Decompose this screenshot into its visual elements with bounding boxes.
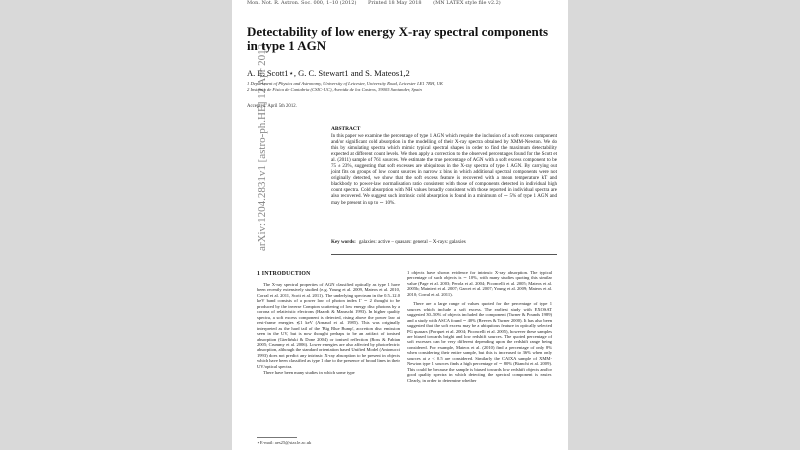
footnote-email: ⋆E-mail: aes25@star.le.ac.uk [257, 440, 312, 445]
intro-paragraph-2: There have been many studies in which some type [263, 370, 355, 376]
running-header [247, 0, 557, 6]
left-column [257, 282, 400, 377]
abstract-divider [331, 254, 557, 255]
intro-paragraph-3: 1 objects have shown evidence for intrinsic X-ray absorption. The typical percentage of such objects is ∼ 10%, with many studies quoting this similar value (Page et al. 2003; Perola et al. 2004; Piconcelli et al. 2005; Mateos et al. 2005b; Mainieri et al. 2007; Garcet et al. 2007; Young et al. 2009; Mateos et al. 2010; Corral et al. 2011). [407, 270, 552, 297]
section-heading-introduction: 1 INTRODUCTION [257, 271, 311, 277]
journal-reference: Mon. Not. R. Astron. Soc. 000, 1–10 (2012) [247, 0, 357, 6]
abstract-text: In this paper we examine the percentage of type 1 AGN which require the inclusion of a soft excess component and/or significant cold absorption in the modelling of their X-ray spectra obtained by XMM-Newton. We do this by simulating spectra which mimic typical spectral shapes in order to find the maximum detectability expected at different count levels. We then apply a correction to the observed percentages found for the Scott et al. (2011) sample of 761 sources. We estimate the true percentage of AGN with a soft excess component to be 75 ± 23%, suggesting that soft excesses are ubiquitous in the X-ray spectra of type 1 AGN. By carrying out joint fits on groups of low count sources in narrow z bins in which additional spectral components were not originally detected, we show that the soft excess feature is recovered with a mean temperature kT and blackbody to power-law normalisation ratio consistent with those of components detected in individual high count spectra. Cold absorption with NH values broadly consistent with those reported in individual spectra are also recovered. We suggest such intrinsic cold absorption is found in a minimum of ∼ 5% of type 1 AGN and may be present in up to ∼ 10%. [331, 133, 557, 206]
abstract-heading: ABSTRACT [331, 126, 361, 132]
right-column [407, 270, 552, 384]
affiliation-1: 1 Department of Physics and Astronomy, University of Leicester, University Road, Leicester LE1 7RH, UK [247, 81, 443, 86]
paper-title: Detectability of low energy X-ray spectral components in type 1 AGN [247, 24, 549, 53]
accepted-date: Accepted: April 5th 2012. [247, 104, 297, 109]
printed-date: Printed 18 May 2018 [368, 0, 422, 6]
keywords-text: galaxies: active – quasars: general – X-rays: galaxies [358, 239, 466, 245]
keywords-label: Key words: [331, 239, 356, 245]
footnote-divider [257, 437, 297, 438]
paper-page [232, 0, 568, 450]
style-note: (MN LATEX style file v2.2) [433, 0, 501, 6]
intro-paragraph-4: There are a large range of values quoted for the percentage of type 1 sources which include a soft excess. The earliest study with EXOSAT suggested 30–50% of objects included the component (Turner & Pounds 1989) and a study with ASCA found ∼ 40% (Reeves & Turner 2000). It has also been suggested that the soft excess may be a ubiquitous feature in optically selected PG quasars (Porquet et al. 2004; Piconcelli et al. 2005), however these samples are biased towards bright and low redshift sources. The quoted percentage of soft excesses can be very different depending upon the redshift range being considered. For example, Mateos et al. (2010) find a percentage of only 8% when considering their entire sample, but this is increased to 36% when only sources at z < 0.5 are considered. Similarly the CAIXA sample of XMM-Newton type 1 sources finds a high percentage of ∼ 80% (Bianchi et al. 2009). This could be because the sample is biased towards low redshift objects and/or good quality spectra in which detecting the spectral component is easier. Clearly, in order to determine whether [407, 301, 552, 383]
author-list: A. E. Scott1⋆, G. C. Stewart1 and S. Mateos1,2 [247, 68, 410, 78]
arxiv-stamp: arXiv:1204.2831v1 [astro-ph.HE] 12 Apr 2012 [256, 43, 268, 251]
intro-paragraph-1: The X-ray spectral properties of AGN classified optically as type 1 have been recently extensively studied (e.g. Young et al. 2009, Mateos et al. 2010, Corral et al. 2011, Scott et al. 2011). The underlying spectrum in the 0.5–12.0 keV band consists of a power law of photon index Γ ∼ 2 thought to be produced by the inverse Compton scattering of low energy disc photons by a corona of relativistic electrons (Haardt & Maraschi 1993). In higher quality spectra, a soft excess component is detected, rising above the power law at rest-frame energies ≲1 keV (Arnaud et al. 1985). This was originally interpreted as the hard tail of the 'Big Blue Bump', accretion disc emission seen in the UV, but is now thought perhaps to be an artifact of ionised absorption (Gierliński & Done 2004) or ionised reflection (Ross & Fabian 2005; Crummy et al. 2006). Lower energies are also affected by photoelectric absorption, although the standard orientation based Unified Model (Antonucci 1993) does not predict any intrinsic X-ray absorption to be present in objects which have been classified as type 1 due to the presence of broad lines in their UV/optical spectra. [257, 282, 400, 369]
affiliation-2: 2 Instituto de Fisica de Cantabria (CSIC-UC), Avenida de los Castros, 39005 Santander, Spain [247, 87, 422, 92]
keywords [331, 239, 557, 245]
